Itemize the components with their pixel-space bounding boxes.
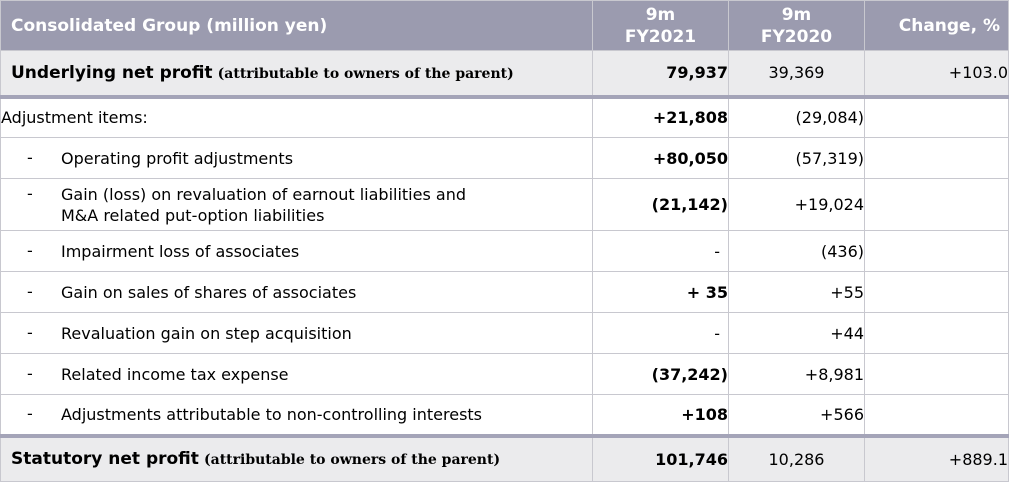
adjustment-change xyxy=(865,395,1009,436)
column-header-fy2020 xyxy=(729,1,865,51)
adjustment-fy2021: - xyxy=(593,313,729,354)
adjustment-items-fy2020: (29,084) xyxy=(729,97,865,138)
bullet-dash: - xyxy=(27,183,33,203)
bullet-dash: - xyxy=(27,322,33,342)
adjustment-label-text: Operating profit adjustments xyxy=(61,148,294,168)
adjustment-items-change xyxy=(865,97,1009,138)
column-header-fy2020-period: 9m xyxy=(781,4,812,25)
bullet-dash: - xyxy=(27,147,33,167)
table-row xyxy=(1,231,1009,272)
adjustment-fy2020: +566 xyxy=(729,395,865,436)
underlying-net-profit-row xyxy=(1,51,1009,97)
adjustment-label-text: Gain on sales of shares of associates xyxy=(61,282,357,302)
adjustment-label xyxy=(1,179,593,231)
adjustment-fy2020: +44 xyxy=(729,313,865,354)
adjustment-change xyxy=(865,272,1009,313)
adjustment-label-text: Related income tax expense xyxy=(61,364,289,384)
table-row xyxy=(1,313,1009,354)
adjustment-label xyxy=(1,138,593,179)
underlying-label xyxy=(1,51,593,97)
column-header-fy2021-year: FY2021 xyxy=(624,26,697,47)
adjustment-fy2021: + 35 xyxy=(593,272,729,313)
table-row xyxy=(1,395,1009,436)
adjustment-fy2020: +8,981 xyxy=(729,354,865,395)
table-row xyxy=(1,354,1009,395)
column-header-fy2021 xyxy=(593,1,729,51)
statutory-fy2021: 101,746 xyxy=(593,436,729,482)
bullet-dash: - xyxy=(27,363,33,383)
adjustment-change xyxy=(865,179,1009,231)
adjustment-fy2021: +80,050 xyxy=(593,138,729,179)
column-header-fy2020-year: FY2020 xyxy=(760,26,833,47)
adjustment-fy2021: (37,242) xyxy=(593,354,729,395)
adjustment-label-text: Impairment loss of associates xyxy=(61,241,300,261)
bullet-dash: - xyxy=(27,240,33,260)
statutory-label-main: Statutory net profit xyxy=(11,449,199,470)
adjustment-label xyxy=(1,313,593,354)
adjustment-fy2020: +55 xyxy=(729,272,865,313)
adjustment-items-row xyxy=(1,97,1009,138)
adjustment-items-fy2021: +21,808 xyxy=(593,97,729,138)
adjustment-fy2020: +19,024 xyxy=(729,179,865,231)
adjustment-fy2021: (21,142) xyxy=(593,179,729,231)
underlying-change: +103.0 xyxy=(865,51,1009,97)
table-row xyxy=(1,272,1009,313)
adjustment-fy2021: - xyxy=(593,231,729,272)
adjustment-items-label: Adjustment items: xyxy=(1,97,593,138)
table-row xyxy=(1,138,1009,179)
adjustment-label xyxy=(1,354,593,395)
adjustment-label-line2: M&A related put-option liabilities xyxy=(61,205,325,225)
adjustment-change xyxy=(865,231,1009,272)
table-title: Consolidated Group (million yen) xyxy=(1,1,593,51)
bullet-dash: - xyxy=(27,281,33,301)
adjustment-label-text xyxy=(61,184,466,226)
adjustment-label-line1: Gain (loss) on revaluation of earnout liabilities and xyxy=(61,184,466,204)
bullet-dash: - xyxy=(27,403,33,423)
column-header-fy2021-period: 9m xyxy=(645,4,676,25)
adjustment-fy2021: +108 xyxy=(593,395,729,436)
underlying-label-sub: (attributable to owners of the parent) xyxy=(217,65,514,82)
header-row xyxy=(1,1,1009,51)
table-row xyxy=(1,179,1009,231)
adjustment-label-text: Adjustments attributable to non-controlling interests xyxy=(61,404,483,424)
adjustment-label xyxy=(1,272,593,313)
column-header-change: Change, % xyxy=(865,1,1009,51)
adjustment-fy2020: (436) xyxy=(729,231,865,272)
adjustment-change xyxy=(865,354,1009,395)
statutory-change: +889.1 xyxy=(865,436,1009,482)
adjustment-change xyxy=(865,138,1009,179)
statutory-net-profit-row xyxy=(1,436,1009,482)
adjustment-label-text: Revaluation gain on step acquisition xyxy=(61,323,352,343)
underlying-fy2020: 39,369 xyxy=(729,51,865,97)
statutory-fy2020: 10,286 xyxy=(729,436,865,482)
underlying-fy2021: 79,937 xyxy=(593,51,729,97)
statutory-label-sub: (attributable to owners of the parent) xyxy=(204,452,501,469)
adjustment-label xyxy=(1,231,593,272)
adjustment-change xyxy=(865,313,1009,354)
underlying-label-main: Underlying net profit xyxy=(11,62,213,83)
statutory-label xyxy=(1,436,593,482)
adjustment-fy2020: (57,319) xyxy=(729,138,865,179)
adjustment-label xyxy=(1,395,593,436)
